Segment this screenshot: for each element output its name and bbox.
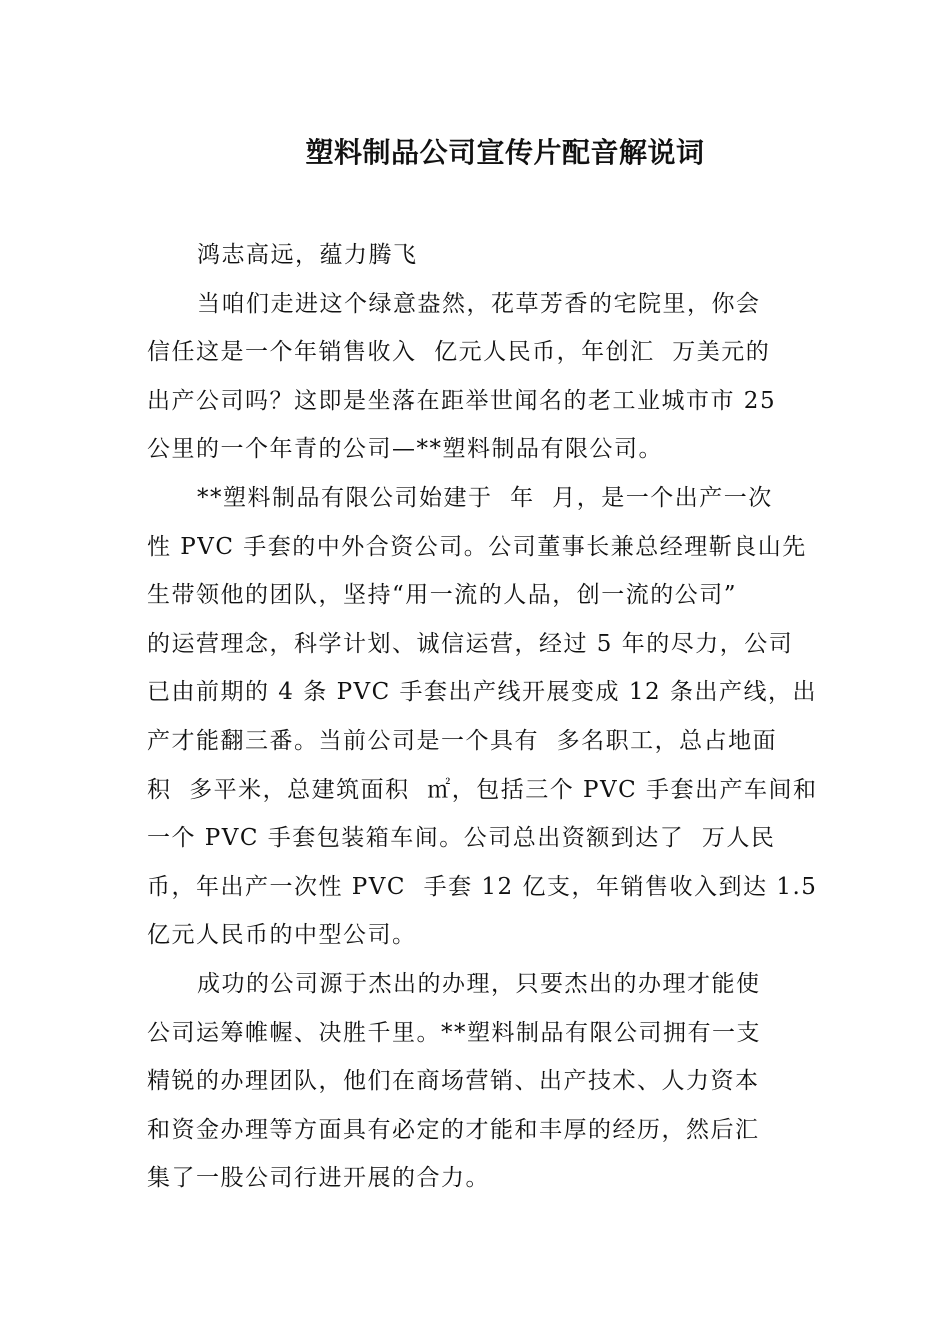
- body-line: **塑料制品有限公司始建于 年 月，是一个出产一次: [197, 484, 773, 511]
- body-line: 的运营理念，科学计划、诚信运营，经过 5 年的尽力，公司: [147, 630, 794, 657]
- body-line: 信任这是一个年销售收入 亿元人民币，年创汇 万美元的: [147, 339, 771, 366]
- body-line: 积 多平米，总建筑面积 ㎡，包括三个 PVC 手套出产车间和: [147, 776, 818, 803]
- body-line: 成功的公司源于杰出的办理，只要杰出的办理才能使: [197, 970, 761, 997]
- document-title: 塑料制品公司宣传片配音解说词: [305, 136, 705, 169]
- body-line: 一个 PVC 手套包装箱车间。公司总出资额到达了 万人民: [147, 825, 776, 852]
- body-line: 已由前期的 4 条 PVC 手套出产线开展变成 12 条出产线，出: [147, 679, 817, 706]
- body-line: 出产公司吗？这即是坐落在距举世闻名的老工业城市市 25: [147, 387, 777, 414]
- body-line: 集了一股公司行进开展的合力。: [147, 1165, 490, 1192]
- body-line: 产才能翻三番。当前公司是一个具有 多名职工，总占地面: [147, 727, 778, 754]
- body-line: 当咱们走进这个绿意盎然，花草芳香的宅院里，你会: [197, 290, 761, 317]
- body-line: 亿元人民币的中型公司。: [147, 922, 417, 949]
- document-body: [147, 231, 818, 1203]
- body-line: 公里的一个年青的公司—**塑料制品有限公司。: [147, 436, 663, 463]
- body-line: 和资金办理等方面具有必定的才能和丰厚的经历，然后汇: [147, 1116, 760, 1143]
- body-line: 生带领他的团队，坚持“用一流的人品，创一流的公司”: [147, 582, 738, 609]
- body-line: 公司运筹帷幄、决胜千里。**塑料制品有限公司拥有一支: [147, 1019, 761, 1046]
- body-line: 鸿志高远，蕴力腾飞: [197, 242, 418, 268]
- body-line: 币，年出产一次性 PVC 手套 12 亿支，年销售收入到达 1.5: [147, 873, 818, 900]
- body-line: 精锐的办理团队，他们在商场营销、出产技术、人力资本: [147, 1068, 760, 1095]
- body-line: 性 PVC 手套的中外合资公司。公司董事长兼总经理靳良山先: [147, 533, 807, 560]
